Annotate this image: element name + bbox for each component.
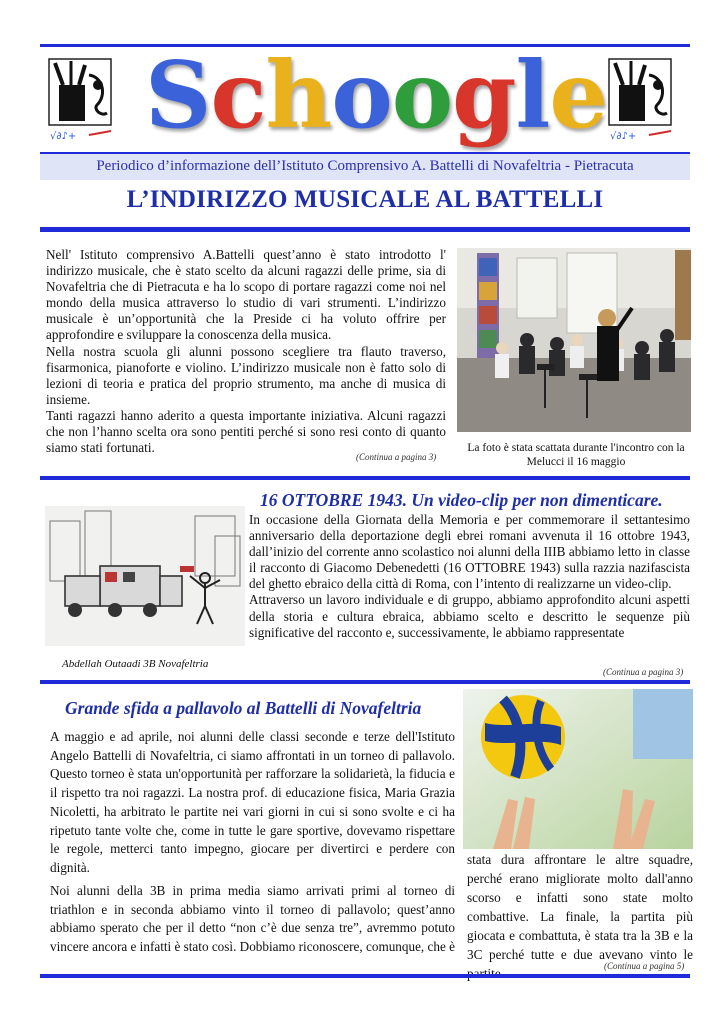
logo-letter: S — [145, 41, 211, 149]
section-rule-2 — [40, 680, 690, 684]
logo-letter: g — [452, 41, 516, 149]
orchestra-photo-caption: La foto è stata scattata durante l'incontro con la Melucci il 16 maggio — [467, 442, 685, 468]
article2-text — [249, 512, 690, 641]
logo-letter: o — [391, 41, 453, 149]
article3-paragraph3: stata dura affrontare le altre squadre, perché erano migliorate molto dall'anno scorso e infatti sono state molto combattive. La finale, la partita più giocata e combattuta, è stata tra la 3B e la 3C perché tutte e due avevano vinto le — [467, 852, 693, 962]
article1-text — [46, 247, 446, 456]
headline-rule — [40, 227, 690, 232]
section-rule-1 — [40, 476, 690, 480]
art-supplies-icon-left — [45, 55, 115, 145]
article2-continue: (Continua a pagina 3) — [603, 667, 684, 677]
logo-letter: l — [515, 41, 550, 149]
article3-title: Grande sfida a pallavolo al Battelli di Novafeltria — [65, 698, 422, 718]
svg-text:√∂♪+: √∂♪+ — [50, 131, 77, 142]
article1-paragraph: Nella nostra scuola gli alunni possono scegliere tra flauto traverso, fisarmonica, pianoforte e violino. L’indirizzo musicale non è fatto solo di lezioni di teoria e pratica del proprio strumento, ma anche di musica di insieme. — [46, 343, 446, 407]
masthead-logo — [145, 40, 607, 160]
logo-letter: e — [549, 41, 607, 149]
logo-letter: h — [265, 41, 332, 149]
masthead-tagline: Periodico d’informazione dell’Istituto Comprensivo A. Battelli di Novafeltria - Pietracuta — [40, 152, 690, 180]
article1-continue: (Continua a pagina 3) — [356, 452, 437, 462]
drawing-image — [45, 506, 245, 646]
drawing-caption: Abdellah Outaadi 3B Novafeltria — [62, 658, 209, 670]
volleyball-photo — [463, 689, 693, 849]
logo-letter: o — [331, 41, 392, 149]
article1-paragraph: Tanti ragazzi hanno aderito a questa importante iniziativa. Alcuni ragazzi che non l’hanno scelta ora sono pentiti perché si sono resi conto di quanto siamo stati fortunati. — [46, 407, 446, 456]
svg-text:√∂♪+: √∂♪+ — [610, 131, 637, 142]
article3-paragraph2: Noi alunni della 3B in prima media siamo arrivati primi al torneo di triathlon e in seconda abbiamo vinto il torneo di pallavolo; quest’anno abbiamo sperato che per il detto “non c’è due senza tre”, avremmo potuto vincere ancora e infatti è stato così. Dobbiamo riconoscere, comunque, che è — [50, 883, 455, 955]
article2-paragraph: In occasione della Giornata della Memoria e per commemorare il settantesimo anniversario della deportazione degli ebrei romani avvenuta il 16 ottobre 1943, dall’inizio del corrente anno scolastico noi alunni della IIIB abbiamo letto in classe il racconto di Giacomo Debenedetti (16 OTTOBRE 1943) sulla razzia nazifascista del ghetto ebraico della città di Roma, con l’intento di realizzarne un video-clip. — [249, 512, 690, 592]
article3-paragraph1: A maggio e ad aprile, noi alunni delle classi seconde e terze dell'Istituto Angelo Battelli di Novafeltria, ci siamo affrontati in un torneo di pallavolo. Questo torneo è stata un'opportunità per rafforzare la solidarietà, la fiducia e il rispetto tra noi ragazzi. La nostra prof. di educazione fisica, Maria Grazia Nicoletti, ha arbitrato le partite nei vari giorni in cui si sono svolte e ci ha ripetuto tante volte che, come in tutte le gare sportive, dovevamo rispettare le regole, metterci tanto impegno, giocare per divertirci e perdere con dignità. — [50, 729, 455, 875]
article1-paragraph: Nell' Istituto comprensivo A.Battelli quest’anno è stato introdotto l' indirizzo musicale, che è stato scelto da alcuni ragazzi delle prime, sia di Novafeltria che di Pietracuta e ha lo scopo di portare ragazzi come noi nel mondo della musica attraverso lo studio di vari strumenti. L’indirizzo musicale è un’opportunità che la Preside ci ha voluto offrire per approfondire e sviluppare la conoscenza della musica. — [46, 247, 446, 343]
logo-letter: c — [210, 41, 266, 149]
art-supplies-icon-right — [605, 55, 675, 145]
page-headline: L’INDIRIZZO MUSICALE AL BATTELLI — [126, 186, 604, 213]
article2-paragraph: Attraverso un lavoro individuale e di gruppo, abbiamo approfondito alcuni aspetti della storia e cultura ebraica, abbiamo scelto e descritto le sequenze più significative del racconto e, successivamente, le abbiamo rappresentate — [249, 592, 690, 640]
article3-continue: (Continua a pagina 5) — [604, 961, 685, 971]
article2-title: 16 OTTOBRE 1943. Un video-clip per non dimenticare. — [260, 490, 663, 510]
bottom-rule — [40, 974, 690, 978]
orchestra-photo — [457, 248, 691, 432]
